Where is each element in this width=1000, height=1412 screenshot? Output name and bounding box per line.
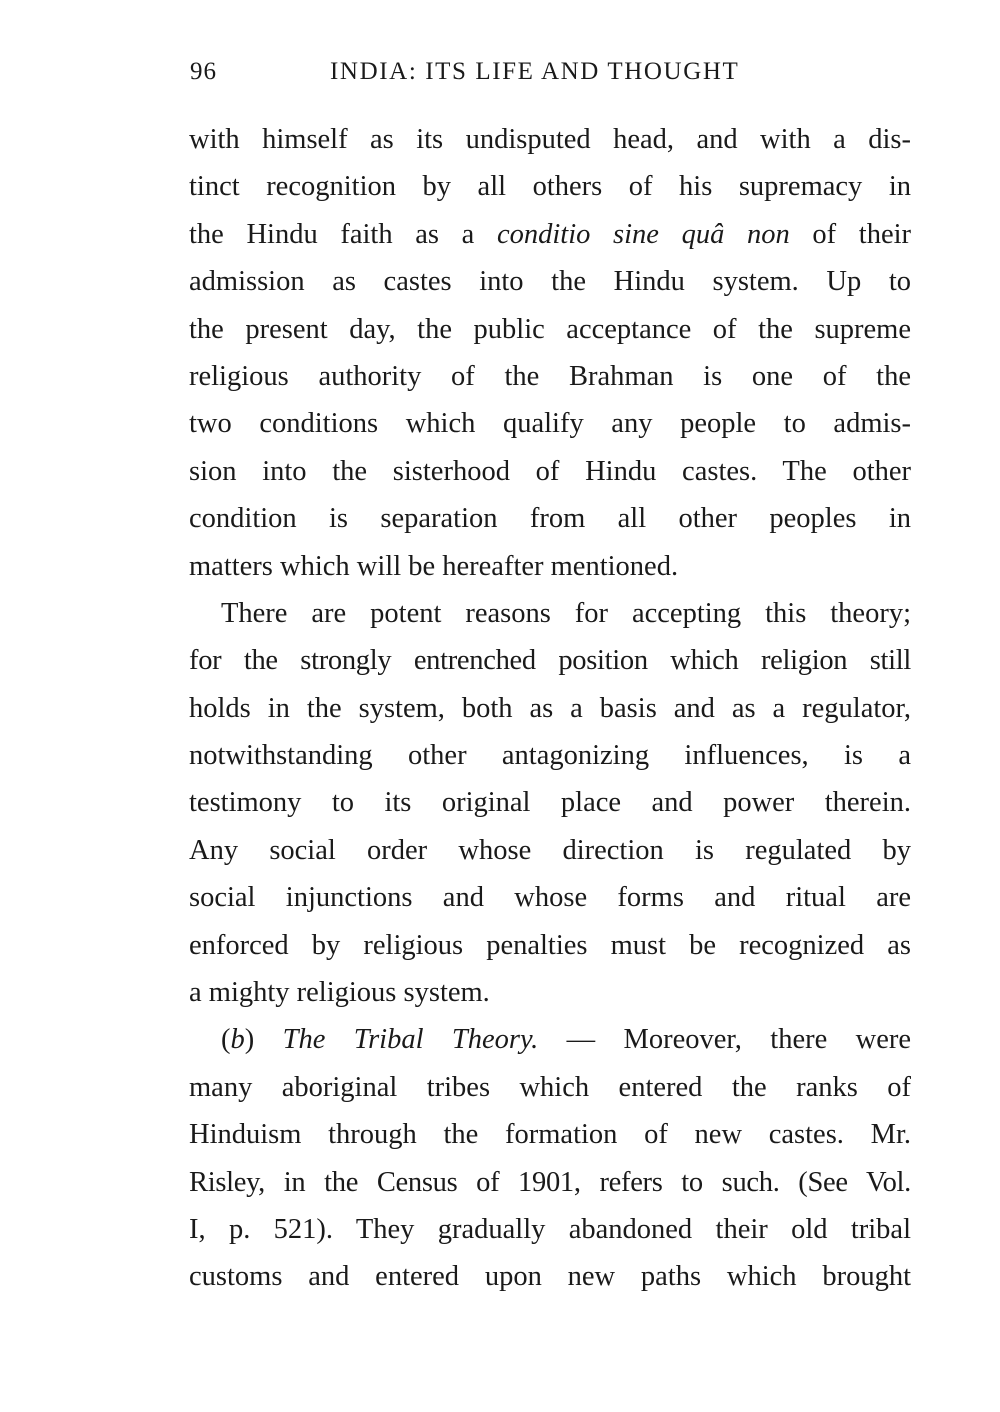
text-line: the present day, the public acceptance of the supreme — [189, 313, 911, 345]
text-line: with himself as its undisputed head, and with a dis- — [189, 124, 911, 155]
text-line: Any social order whose direction is regulated by — [189, 834, 911, 866]
text-line: a mighty religious system. — [189, 977, 490, 1009]
text-line: for the strongly entrenched position which religion still — [189, 645, 911, 677]
text-line: I, p. 521). They gradually abandoned their old tribal — [189, 1213, 911, 1245]
text-line: notwithstanding other antagonizing influences, is a — [189, 740, 911, 772]
running-title: INDIA: ITS LIFE AND THOUGHT — [330, 58, 740, 85]
text-line: Risley, in the Census of 1901, refers to such. (See Vol. — [189, 1166, 911, 1198]
text-line: matters which will be hereafter mentioned. — [189, 550, 679, 582]
running-head — [190, 58, 910, 92]
text-line: holds in the system, both as a basis and as a regulator, — [189, 692, 911, 724]
text-line: (b) The Tribal Theory. — Moreover, there were — [221, 1024, 912, 1056]
page-number: 96 — [190, 58, 217, 85]
section-heading: The Tribal Theory. — [282, 1024, 539, 1056]
text-line: the Hindu faith as a conditio sine quâ non of their — [189, 218, 912, 250]
italic-letter: b — [230, 1024, 245, 1056]
body-text — [189, 116, 911, 1301]
text-line: many aboriginal tribes which entered the ranks of — [189, 1071, 911, 1103]
text-line: customs and entered upon new paths which brought — [189, 1261, 911, 1293]
text-line: sion into the sisterhood of Hindu castes. The other — [189, 455, 911, 487]
text-line: testimony to its original place and power therein. — [189, 787, 911, 819]
text-line: two conditions which qualify any people to admis- — [189, 408, 911, 440]
text-line: admission as castes into the Hindu system. Up to — [189, 266, 911, 298]
italic-phrase: conditio sine quâ non — [496, 218, 790, 250]
text-line: religious authority of the Brahman is one of the — [189, 360, 911, 392]
text-line: condition is separation from all other peoples in — [189, 503, 911, 535]
text-line: enforced by religious penalties must be recognized as — [189, 929, 911, 961]
text-line: There are potent reasons for accepting this theory; — [221, 597, 911, 629]
text-line: tinct recognition by all others of his supremacy in — [189, 171, 911, 203]
text-line: social injunctions and whose forms and ritual are — [189, 882, 911, 914]
text-line: Hinduism through the formation of new castes. Mr. — [189, 1119, 911, 1151]
